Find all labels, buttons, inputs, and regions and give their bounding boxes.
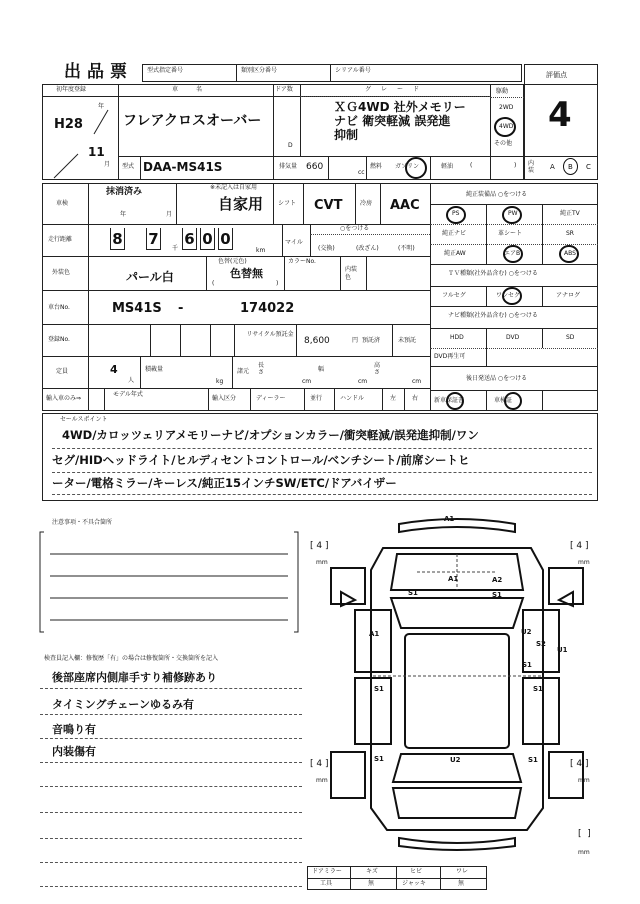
circle-shakensho	[504, 392, 522, 410]
recycle-value: 8,600	[304, 336, 330, 346]
shadai-number: 174022	[240, 301, 295, 316]
hyoka-label: 評価点	[546, 71, 567, 79]
car-name: フレアクロスオーバー	[123, 113, 262, 129]
serial-field: シリアル番号	[330, 64, 522, 82]
car-damage-diagram	[305, 508, 605, 860]
haikiryo-value: 660	[306, 162, 324, 172]
circle-4wd	[494, 117, 516, 137]
circle-abs	[559, 245, 579, 263]
irokae-value: 色替無	[230, 267, 263, 280]
shitei-field: 型式指定番号	[142, 64, 237, 82]
tire-fl: [ 4 ]	[310, 541, 329, 551]
date-slash	[42, 96, 118, 180]
note-item2: タイミングチェーンゆるみ有	[52, 698, 195, 711]
reibo-value: AAC	[390, 198, 420, 213]
circle-pw	[502, 206, 522, 224]
note-item4: 内装傷有	[52, 745, 96, 758]
tsuki-value: 11	[88, 145, 105, 159]
shadai-model: MS41S	[112, 301, 162, 316]
score-value: 4	[548, 95, 572, 135]
note-item3: 音鳴り有	[52, 723, 96, 736]
katashiki-value: DAA-MS41S	[143, 160, 223, 174]
kensa-label: 検査員記入欄：修復歴「有」の場合は修復箇所・交換箇所を記入	[44, 655, 219, 662]
tire-rr: [ 4 ]	[570, 759, 589, 769]
grade-line2: ナビ 衛突軽減 誤発進	[334, 114, 451, 128]
circle-airbag	[503, 245, 523, 263]
shift-value: CVT	[314, 198, 343, 213]
page-title: 出品票	[64, 62, 133, 82]
door-label: ドア数	[275, 86, 293, 93]
grade-line1: ＸＧ4WD 社外メモリー	[334, 100, 466, 114]
note-item1: 後部座席内側扉手すり補修跡あり	[52, 671, 217, 684]
gaisou-value: パール白	[126, 270, 174, 284]
notes-bracket	[38, 528, 302, 638]
ruibetsu-field: 類別区分番号	[236, 64, 331, 82]
tire-rl: [ 4 ]	[310, 759, 329, 769]
grade-line3: 抑制	[334, 128, 359, 142]
shamei-label: 車名	[172, 86, 221, 93]
sales-line3: ーター/電格ミラー/キーレス/純正15インチSW/ETC/ドアバイザー	[52, 476, 397, 490]
chui-label: 注意事項・不具合箇所	[52, 519, 113, 526]
equip-title: 純正装備品 ○をつける	[466, 191, 528, 198]
circle-shinsho	[446, 392, 464, 410]
jikayo-value: 自家用	[218, 195, 264, 213]
grade-label: グレード	[365, 86, 430, 93]
tire-fr: [ 4 ]	[570, 541, 589, 551]
circle-oneseg	[502, 287, 522, 305]
gasoline-label: ガソリン	[395, 163, 420, 170]
tire-spare: [ ]	[578, 829, 591, 839]
circle-gasoline	[405, 157, 427, 179]
sales-line1: 4WD/カロッツェリアメモリーナビ/オプションカラー/衝突軽減/誤発進抑制/ワン	[62, 428, 479, 442]
massho-value: 抹消済み	[106, 187, 143, 197]
shonendo-label: 初年度登録	[56, 86, 87, 93]
sales-line2: セグ/HIDヘッドライト/ヒルディセントコントロール/ベンチシート/前席シートヒ	[52, 453, 470, 467]
circle-ps	[446, 206, 466, 224]
teiin-value: 4	[110, 363, 118, 376]
circle-naisou-b	[563, 158, 578, 175]
nendo-era: H28	[54, 117, 83, 132]
